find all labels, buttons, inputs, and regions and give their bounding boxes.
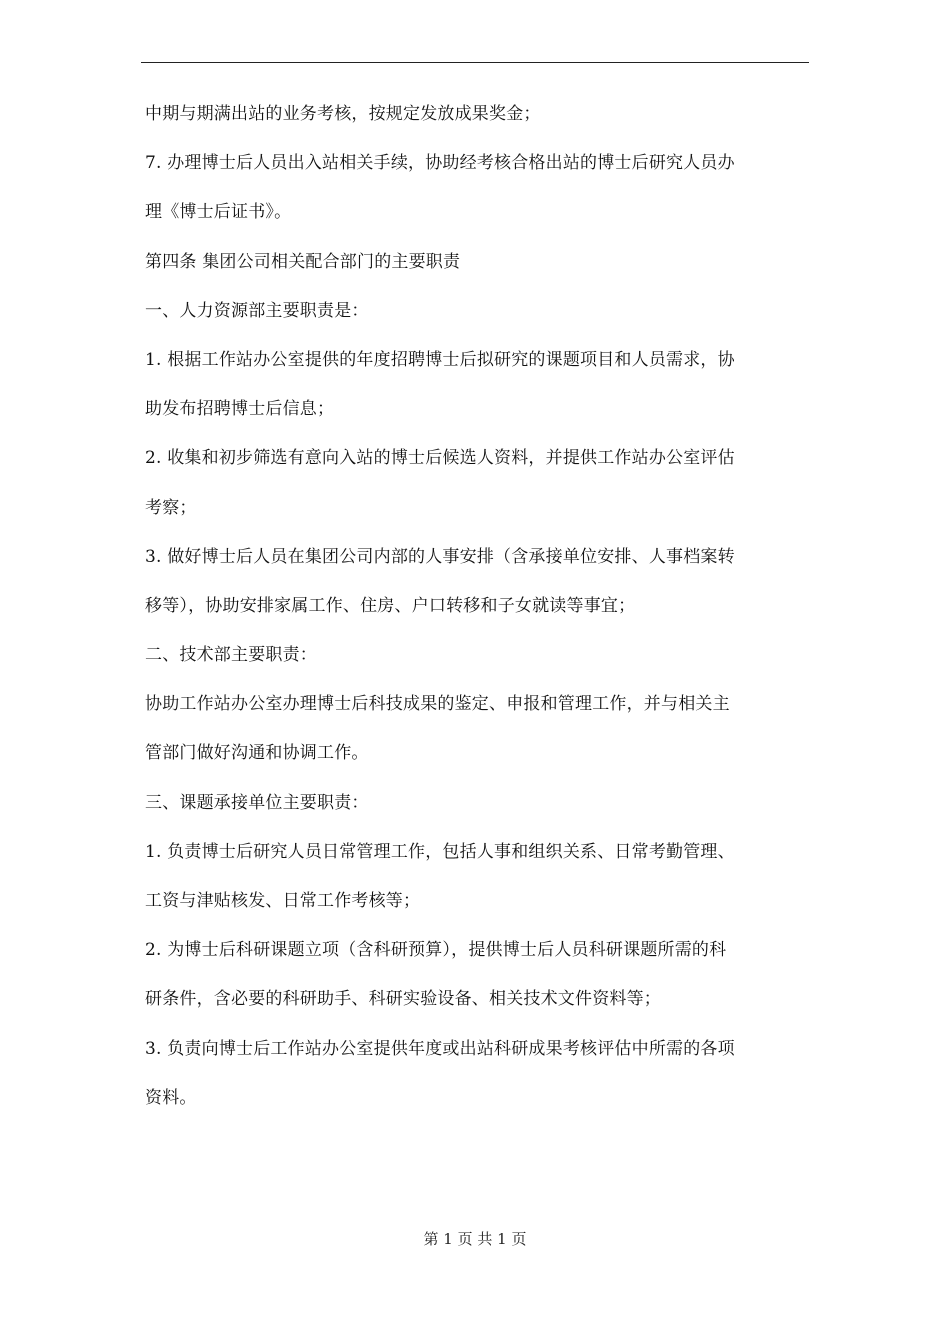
text-line: 3. 负责向博士后工作站办公室提供年度或出站科研成果考核评估中所需的各项: [145, 1038, 735, 1059]
subsection-heading: 二、技术部主要职责：: [145, 645, 317, 666]
page-footer: 第 1 页 共 1 页: [423, 1230, 527, 1248]
text-line: 资料。: [145, 1087, 197, 1108]
text-line: 2. 收集和初步筛选有意向入站的博士后候选人资料，并提供工作站办公室评估: [145, 448, 735, 469]
text-line: 7. 办理博士后人员出入站相关手续，协助经考核合格出站的博士后研究人员办: [145, 153, 735, 174]
text-line: 考察；: [145, 497, 197, 518]
text-line: 1. 根据工作站办公室提供的年度招聘博士后拟研究的课题项目和人员需求，协: [145, 349, 735, 370]
section-heading: 第四条 集团公司相关配合部门的主要职责: [145, 251, 461, 272]
text-line: 理《博士后证书》。: [145, 202, 292, 223]
text-line: 助发布招聘博士后信息；: [145, 399, 335, 420]
text-line: 协助工作站办公室办理博士后科技成果的鉴定、申报和管理工作，并与相关主: [145, 694, 730, 715]
text-line: 3. 做好博士后人员在集团公司内部的人事安排（含承接单位安排、人事档案转: [145, 546, 735, 567]
text-line: 管部门做好沟通和协调工作。: [145, 743, 369, 764]
document-body: [145, 90, 810, 1123]
text-line: 工资与津贴核发、日常工作考核等；: [145, 891, 421, 911]
text-line: 2. 为博士后科研课题立项（含科研预算），提供博士后人员科研课题所需的科: [145, 940, 727, 961]
subsection-heading: 一、人力资源部主要职责是：: [145, 300, 369, 321]
subsection-heading: 三、课题承接单位主要职责：: [145, 792, 369, 813]
text-line: 1. 负责博士后研究人员日常管理工作，包括人事和组织关系、日常考勤管理、: [145, 841, 735, 862]
text-line: 中期与期满出站的业务考核，按规定发放成果奖金；: [145, 104, 541, 124]
text-line: 移等），协助安排家属工作、住房、户口转移和子女就读等事宜；: [145, 595, 636, 616]
header-rule: [141, 62, 809, 63]
text-line: 研条件，含必要的科研助手、科研实验设备、相关技术文件资料等；: [145, 989, 661, 1010]
